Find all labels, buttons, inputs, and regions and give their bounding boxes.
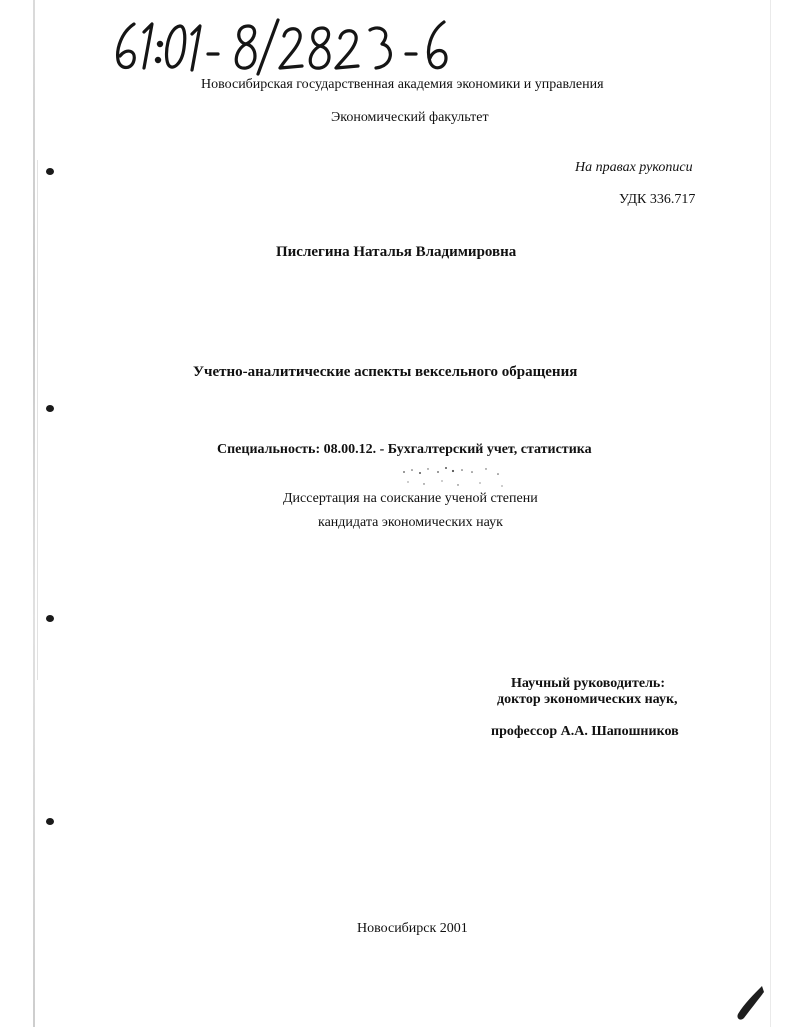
supervisor-heading: Научный руководитель:: [511, 676, 665, 691]
scan-edge-left: [33, 0, 35, 1027]
city-year: Новосибирск 2001: [357, 921, 468, 936]
scan-speckles: [398, 466, 508, 494]
binding-hole: [46, 615, 54, 622]
author-name: Пислегина Наталья Владимировна: [276, 244, 517, 260]
supervisor-name: профессор А.А. Шапошников: [491, 724, 679, 739]
faculty-name: Экономический факультет: [331, 110, 489, 125]
dissertation-purpose-line1: Диссертация на соискание ученой степени: [283, 491, 538, 506]
scan-edge-right: [770, 0, 771, 1027]
scan-edge-left-inner: [37, 160, 38, 680]
institution-name: Новосибирская государственная академия экономики и управления: [201, 77, 604, 92]
binding-hole: [46, 168, 54, 175]
supervisor-degree: доктор экономических наук,: [497, 692, 678, 707]
udc-code: УДК 336.717: [619, 192, 696, 207]
dissertation-title: Учетно-аналитические аспекты вексельного обращения: [193, 364, 578, 380]
corner-pen-mark: [728, 984, 768, 1024]
handwritten-archive-number: [108, 14, 488, 78]
binding-hole: [46, 818, 54, 825]
binding-hole: [46, 405, 54, 412]
dissertation-purpose-line2: кандидата экономических наук: [318, 515, 503, 530]
manuscript-note: На правах рукописи: [575, 160, 693, 175]
specialty-line: Специальность: 08.00.12. - Бухгалтерский учет, статистика: [217, 442, 592, 457]
